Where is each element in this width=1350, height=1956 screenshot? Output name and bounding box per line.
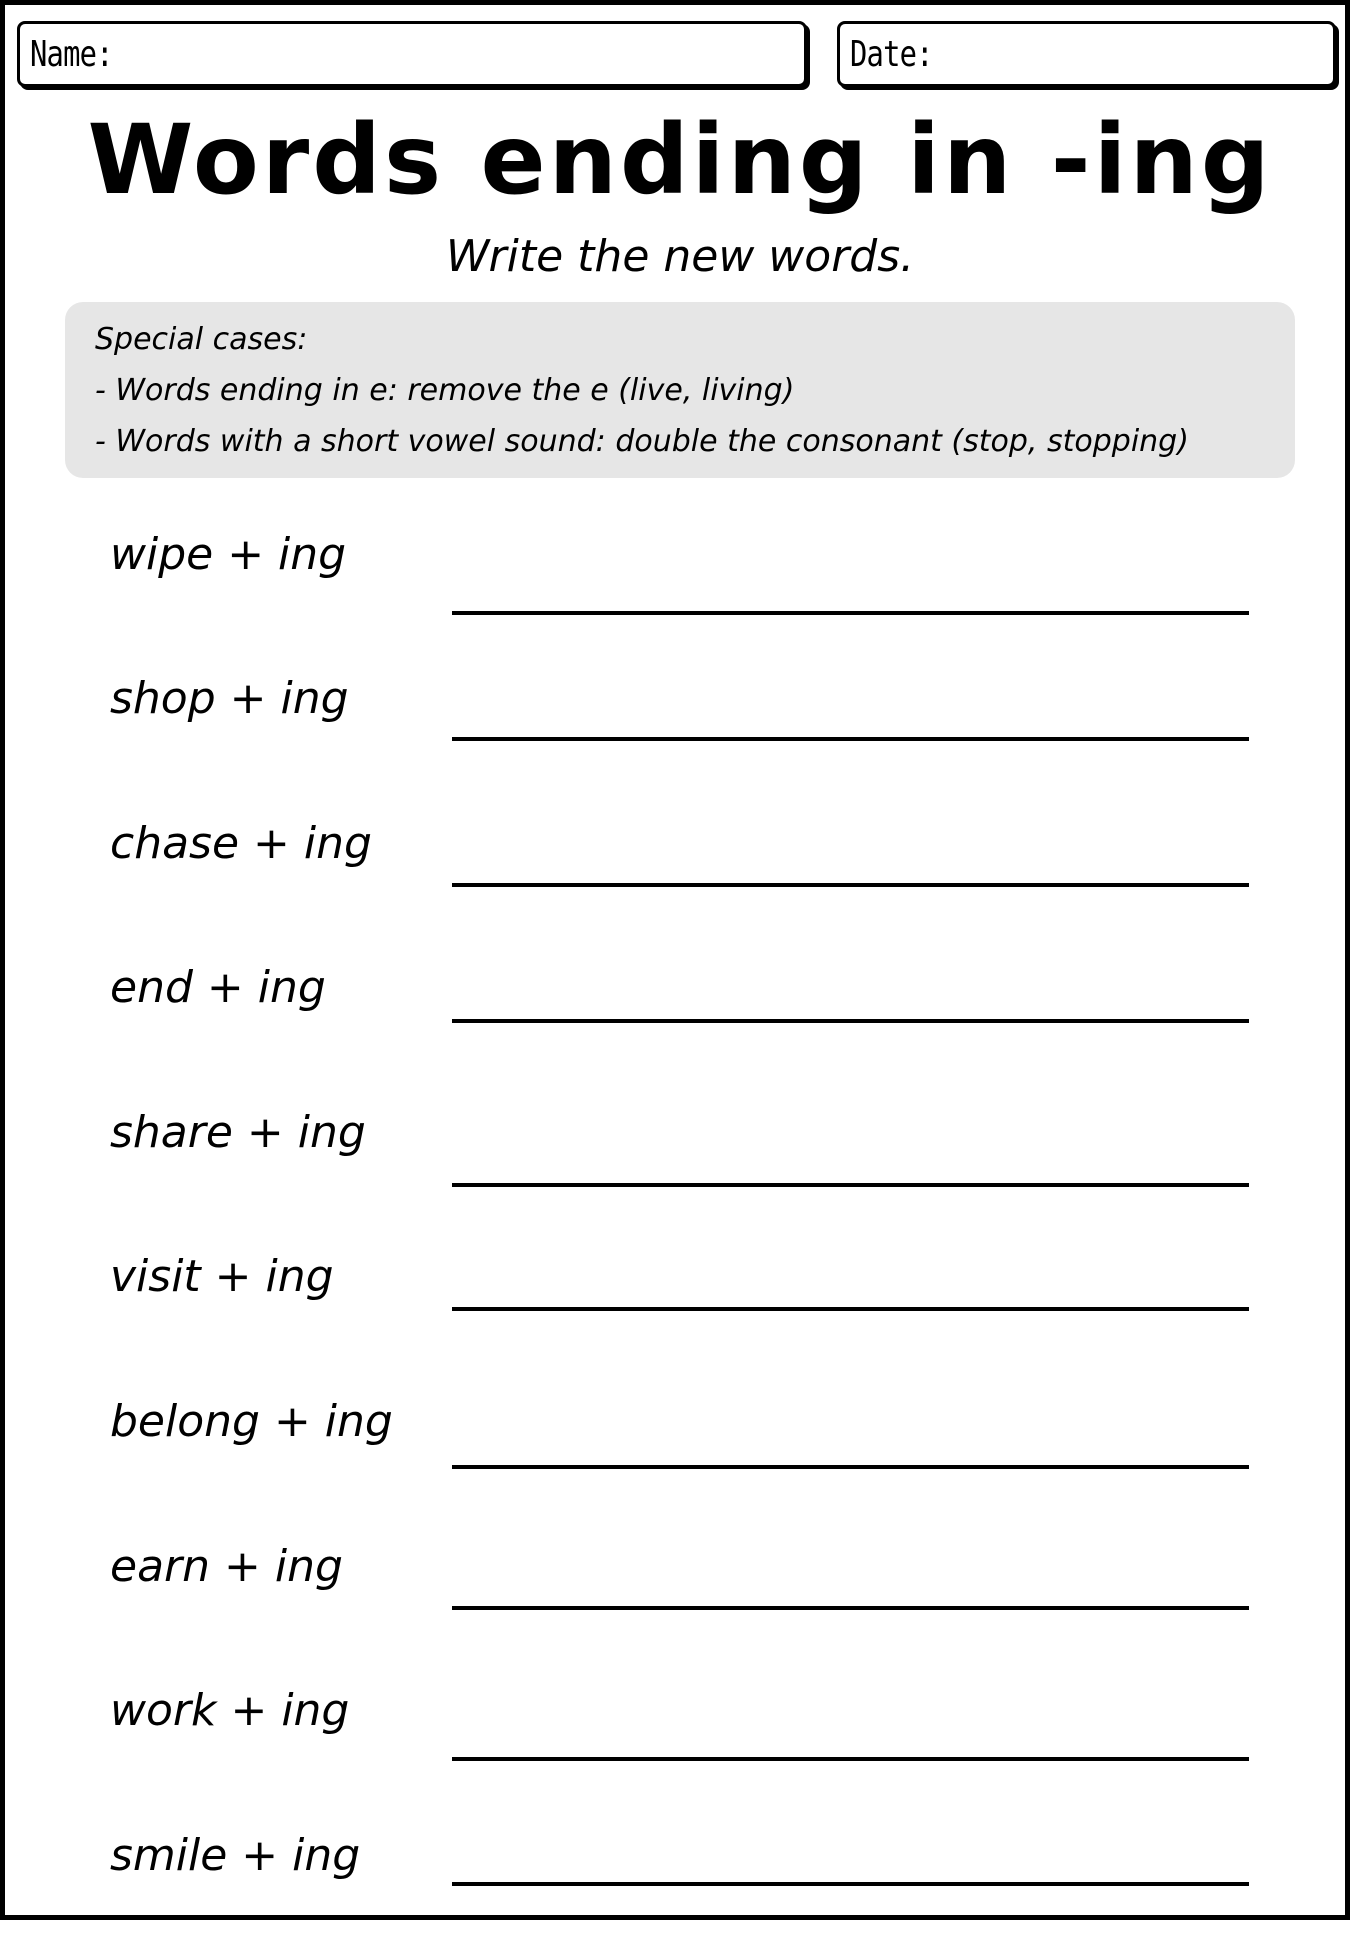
- exercise-item: [5, 525, 1350, 655]
- answer-line[interactable]: [452, 1882, 1249, 1886]
- exercise-prompt: shop + ing: [110, 673, 349, 724]
- exercise-item: [5, 1681, 1350, 1811]
- answer-line[interactable]: [452, 1183, 1249, 1187]
- answer-line[interactable]: [452, 1019, 1249, 1023]
- exercise-item: [5, 814, 1350, 944]
- rule-double-consonant: - Words with a short vowel sound: double the consonant (stop, stopping): [95, 424, 1189, 459]
- answer-line[interactable]: [452, 1606, 1249, 1610]
- instruction-text: Write the new words.: [445, 231, 915, 282]
- exercise-item: [5, 1103, 1350, 1233]
- name-label: Name:: [30, 33, 113, 75]
- exercise-item: [5, 958, 1350, 1088]
- exercise-item: [5, 1826, 1350, 1956]
- exercise-prompt: belong + ing: [110, 1396, 393, 1447]
- exercise-item: [5, 1537, 1350, 1667]
- date-label: Date:: [850, 33, 933, 75]
- worksheet-title: Words ending in -ing: [87, 104, 1273, 216]
- exercise-item: [5, 669, 1350, 799]
- exercise-prompt: visit + ing: [110, 1251, 334, 1302]
- exercise-prompt: share + ing: [110, 1107, 366, 1158]
- special-cases-heading: Special cases:: [95, 322, 308, 357]
- answer-line[interactable]: [452, 883, 1249, 887]
- answer-line[interactable]: [452, 611, 1249, 615]
- exercise-prompt: smile + ing: [110, 1830, 361, 1881]
- exercise-prompt: work + ing: [110, 1685, 350, 1736]
- name-field[interactable]: [17, 21, 807, 87]
- exercise-prompt: wipe + ing: [110, 529, 347, 580]
- exercise-prompt: end + ing: [110, 962, 326, 1013]
- exercise-item: [5, 1247, 1350, 1377]
- exercise-item: [5, 1392, 1350, 1522]
- rule-remove-e: - Words ending in e: remove the e (live, living): [95, 373, 795, 408]
- answer-line[interactable]: [452, 1757, 1249, 1761]
- answer-line[interactable]: [452, 1465, 1249, 1469]
- date-field[interactable]: [837, 21, 1336, 87]
- special-cases-box: [65, 302, 1295, 478]
- answer-line[interactable]: [452, 1307, 1249, 1311]
- exercise-prompt: earn + ing: [110, 1541, 343, 1592]
- answer-line[interactable]: [452, 737, 1249, 741]
- exercise-prompt: chase + ing: [110, 818, 372, 869]
